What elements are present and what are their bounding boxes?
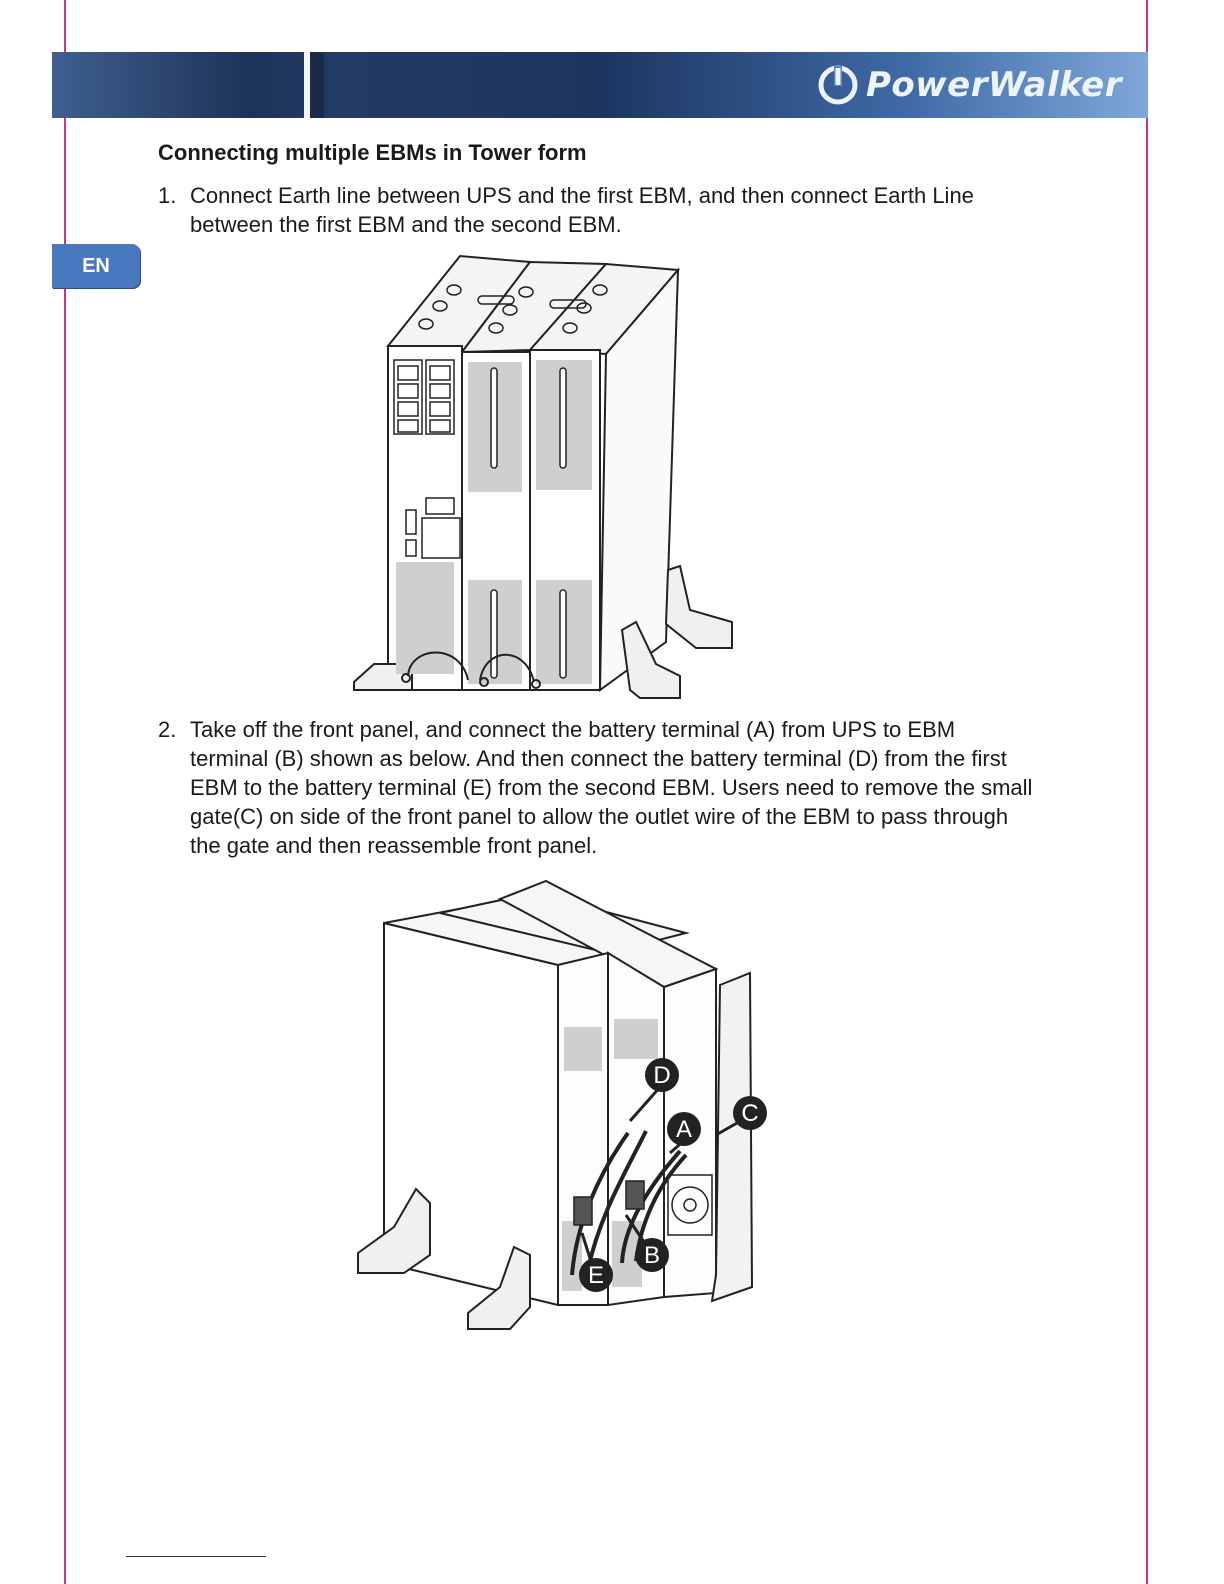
figure-tower-rear-view	[350, 250, 740, 705]
footer-rule	[126, 1556, 266, 1557]
callout-d-label: D	[653, 1062, 671, 1089]
right-margin-line	[1146, 0, 1148, 1584]
step-1	[158, 181, 1038, 239]
step-2-number: 2.	[158, 717, 177, 742]
power-logo-icon	[816, 63, 860, 107]
callout-a	[667, 1112, 701, 1146]
step-2	[158, 715, 1038, 860]
powerwalker-logo	[816, 62, 1122, 108]
callout-d	[645, 1058, 679, 1092]
header-divider-dark	[310, 52, 324, 118]
callout-c	[733, 1096, 767, 1130]
callout-e	[579, 1258, 613, 1292]
figure-front-panel-connection	[350, 875, 780, 1335]
page-header-banner	[52, 52, 1148, 118]
step-1-text: Connect Earth line between UPS and the first EBM, and then connect Earth Line between the first EBM and the second EBM.	[190, 183, 974, 237]
left-margin-line	[64, 0, 66, 1584]
callout-c-label: C	[741, 1100, 759, 1127]
logo-text: PowerWalker	[865, 65, 1122, 105]
callout-b	[635, 1238, 669, 1272]
step-1-number: 1.	[158, 183, 177, 208]
section-title: Connecting multiple EBMs in Tower form	[158, 140, 587, 165]
language-tab-en[interactable]: EN	[52, 244, 140, 288]
callout-b-label: B	[643, 1242, 661, 1269]
callout-a-label: A	[675, 1116, 693, 1143]
callout-e-label: E	[587, 1262, 605, 1289]
step-2-text: Take off the front panel, and connect the battery terminal (A) from UPS to EBM terminal (B) shown as below. And then connect the battery terminal (D) from the first EBM to the battery terminal (E) from the second EBM. Users need to remove the small gate(C) on side of the front panel to allow the outlet wire of the EBM to pass through the gate and then reassemble front panel.	[190, 717, 1033, 858]
